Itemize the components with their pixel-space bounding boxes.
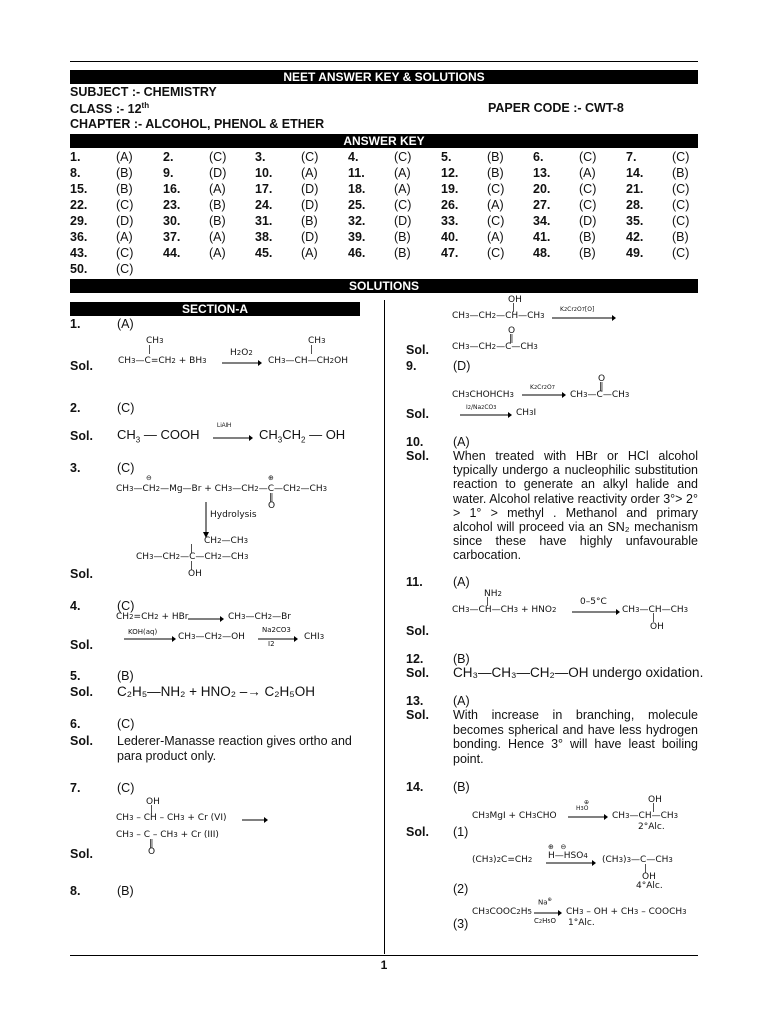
answer-key-question-number: 9. [163, 166, 174, 180]
answer-key-question-number: 4. [348, 150, 359, 164]
answer-key-question-number: 20. [533, 182, 551, 196]
q12-number: 12. [406, 652, 424, 666]
answer-key-option: (C) [116, 198, 134, 212]
answer-key-option: (B) [672, 230, 689, 244]
answer-key-question-number: 6. [533, 150, 544, 164]
answer-key-option: (D) [579, 214, 597, 228]
q14-reaction-3: Na⊕ CH3COOC2H5 C2H5O CH3 – OH + CH3 – COOCH3 1°Alc. [472, 897, 687, 928]
answer-key-question-number: 49. [626, 246, 644, 260]
answer-key-option: (C) [487, 214, 505, 228]
q11-number: 11. [406, 575, 423, 589]
answer-key-option: (A) [394, 182, 411, 196]
q13-solution: With increase in branching, molecule becomes spherical and have less hydrogen bonding. Hence 3° will have least boiling point. [453, 708, 698, 766]
answer-key-option: (B) [394, 246, 411, 260]
answer-key-question-number: 3. [255, 150, 266, 164]
q14-number: 14. [406, 780, 424, 794]
q14-4-alc: 4°Alc. [636, 881, 663, 891]
q2-answer: (C) [117, 401, 135, 415]
answer-key-table [70, 150, 698, 278]
q3-answer: (C) [117, 461, 135, 475]
answer-key-question-number: 19. [441, 182, 459, 196]
q8-reaction-image: OH | CH3—CH2—CH—CH3 K2Cr2O7[O] O ‖ CH3—CH2—C—CH3 [452, 295, 692, 355]
q13-sol-label: Sol. [406, 708, 429, 722]
q5-number: 5. [70, 669, 81, 683]
answer-key-question-number: 2. [163, 150, 174, 164]
answer-key-question-number: 23. [163, 198, 181, 212]
q9-reaction-image: CH3CHOHCH3 K2Cr2O7 O ‖ CH3—C—CH3 I2/Na2CO3 CH3I [452, 374, 630, 418]
answer-key-option: (B) [487, 166, 504, 180]
answer-key-row [70, 198, 698, 214]
q10-solution: When treated with HBr or HCl alcohol typically undergo a nucleophilic substitution reaction to generate an alkyl halide and water. Alcohol relative reactivity order 3°> 2° > 1° > methyl . Methanol and primary alcohol will proceed via an SN₂ mechanism since these have highly unfavourable carbocation. [453, 449, 698, 563]
answer-key-option: (A) [394, 166, 411, 180]
q10-sol-label: Sol. [406, 449, 429, 463]
answer-key-option: (C) [209, 150, 227, 164]
q12-sol-label: Sol. [406, 666, 429, 680]
q9-answer: (D) [453, 359, 471, 373]
answer-key-option: (B) [209, 214, 226, 228]
solutions-band: SOLUTIONS [70, 279, 698, 293]
answer-key-question-number: 1. [70, 150, 81, 164]
answer-key-option: (B) [209, 198, 226, 212]
answer-key-question-number: 31. [255, 214, 273, 228]
answer-key-option: (C) [301, 150, 319, 164]
q13-answer: (A) [453, 694, 470, 708]
answer-key-option: (C) [394, 198, 412, 212]
answer-key-question-number: 50. [70, 262, 88, 276]
answer-key-question-number: 45. [255, 246, 273, 260]
answer-key-option: (A) [209, 230, 226, 244]
answer-key-row [70, 150, 698, 166]
answer-key-question-number: 36. [70, 230, 88, 244]
answer-key-option: (C) [579, 150, 597, 164]
answer-key-option: (B) [579, 230, 596, 244]
page-number: 1 [380, 958, 388, 972]
answer-key-option: (C) [394, 150, 412, 164]
q1-answer: (A) [117, 317, 134, 331]
q14-part2: (2) [453, 882, 469, 896]
answer-key-option: (B) [394, 230, 411, 244]
answer-key-option: (B) [116, 166, 133, 180]
answer-key-option: (D) [394, 214, 412, 228]
q5-answer: (B) [117, 669, 134, 683]
answer-key-question-number: 37. [163, 230, 181, 244]
answer-key-question-number: 13. [533, 166, 551, 180]
q8-answer: (B) [117, 884, 134, 898]
q12-solution: CH₃—CH₃—CH₂—OH undergo oxidation. [453, 665, 704, 680]
q5-solution: C₂H₅—NH₂ + HNO₂ –→ C₂H₅OH [117, 684, 315, 699]
answer-key-question-number: 44. [163, 246, 181, 260]
q6-solution: Lederer-Manasse reaction gives ortho and para product only. [117, 734, 352, 763]
answer-key-option: (C) [487, 246, 505, 260]
answer-key-question-number: 47. [441, 246, 459, 260]
answer-key-option: (C) [116, 262, 134, 276]
answer-key-option: (A) [301, 246, 318, 260]
class-line: CLASS :- 12th [70, 101, 150, 117]
answer-key-option: (A) [116, 150, 133, 164]
q6-answer: (C) [117, 717, 135, 731]
answer-key-question-number: 5. [441, 150, 452, 164]
answer-key-question-number: 35. [626, 214, 644, 228]
q1-reaction-image: CH3 | CH3—C=CH2 + BH3 H2O2 CH3 | CH3—CH—CH2OH [118, 336, 348, 366]
answer-key-question-number: 38. [255, 230, 273, 244]
answer-key-option: (C) [487, 182, 505, 196]
answer-key-option: (C) [116, 246, 134, 260]
q2-reagent: LiAlH [217, 423, 232, 429]
answer-key-question-number: 15. [70, 182, 88, 196]
answer-key-question-number: 40. [441, 230, 459, 244]
q4-sol-label: Sol. [70, 638, 93, 652]
answer-key-option: (A) [301, 166, 318, 180]
q3-number: 3. [70, 461, 81, 475]
answer-key-question-number: 28. [626, 198, 644, 212]
answer-key-option: (B) [579, 246, 596, 260]
answer-key-question-number: 41. [533, 230, 551, 244]
answer-key-question-number: 39. [348, 230, 366, 244]
answer-key-option: (B) [672, 166, 689, 180]
q14-2-alc: 2°Alc. [638, 822, 665, 832]
answer-key-question-number: 8. [70, 166, 81, 180]
title-band: NEET ANSWER KEY & SOLUTIONS [70, 70, 698, 84]
answer-key-option: (A) [116, 230, 133, 244]
answer-key-question-number: 12. [441, 166, 459, 180]
q6-number: 6. [70, 717, 81, 731]
answer-key-option: (D) [301, 198, 319, 212]
q2-solution: $CH_3$ — COOH LiAlH $CH_3CH_2$ — OH [117, 423, 346, 445]
q7-reaction-image: OH | CH3 – CH – CH3 + Cr (VI) CH3 – C – CH3 + Cr (III) ‖ O [116, 797, 366, 861]
answer-key-option: (B) [116, 182, 133, 196]
answer-key-row [70, 262, 698, 278]
answer-key-question-number: 30. [163, 214, 181, 228]
answer-key-question-number: 25. [348, 198, 366, 212]
q14-part3: (3) [453, 917, 469, 931]
q7-answer: (C) [117, 781, 135, 795]
q14-reaction-2: ⊕ ⊖ (CH3)2C=CH2 H—HSO4 (CH3)3—C—CH3 | OH 4°Alc. [472, 843, 673, 891]
answer-key-question-number: 33. [441, 214, 459, 228]
answer-key-option: (C) [672, 182, 690, 196]
answer-key-question-number: 26. [441, 198, 459, 212]
answer-key-option: (D) [301, 230, 319, 244]
subject-line: SUBJECT :- CHEMISTRY [70, 85, 217, 99]
answer-key-question-number: 34. [533, 214, 551, 228]
answer-key-option: (D) [116, 214, 134, 228]
q11-sol-label: Sol. [406, 624, 429, 638]
answer-key-question-number: 48. [533, 246, 551, 260]
answer-key-question-number: 43. [70, 246, 88, 260]
answer-key-option: (C) [672, 150, 690, 164]
answer-key-option: (D) [301, 182, 319, 196]
q12-answer: (B) [453, 652, 470, 666]
q4-reaction-image: CH2=CH2 + HBr CH3—CH2—Br KOH(aq) CH3—CH2—OH Na2CO3 I2 CHI3 [116, 612, 325, 648]
q13-number: 13. [406, 694, 424, 708]
q5-sol-label: Sol. [70, 685, 93, 699]
hydrolysis-label: Hydrolysis [210, 510, 257, 520]
q3-reaction-image: ⊖ CH3—CH2—Mg—Br + CH3—CH2—C—CH2—CH3 ⊕ ‖ O Hydrolysis CH2—CH3 | CH3—CH2—C—CH2—CH3 | OH [116, 474, 328, 579]
q2-sol-label: Sol. [70, 429, 93, 443]
answer-key-question-number: 7. [626, 150, 637, 164]
q10-number: 10. [406, 435, 424, 449]
answer-key-row [70, 166, 698, 182]
q2-number: 2. [70, 401, 81, 415]
answer-key-question-number: 22. [70, 198, 88, 212]
answer-key-option: (C) [672, 198, 690, 212]
q1-sol-label: Sol. [70, 359, 93, 373]
answer-key-question-number: 16. [163, 182, 181, 196]
q14-part1: (1) [453, 825, 469, 839]
answer-key-question-number: 32. [348, 214, 366, 228]
answer-key-question-number: 24. [255, 198, 273, 212]
answer-key-option: (A) [209, 182, 226, 196]
chapter-line: CHAPTER :- ALCOHOL, PHENOL & ETHER [70, 117, 325, 131]
answer-key-option: (C) [672, 214, 690, 228]
q14-sol-label: Sol. [406, 825, 429, 839]
answer-key-row [70, 182, 698, 198]
answer-key-option: (A) [487, 230, 504, 244]
q1-number: 1. [70, 317, 81, 331]
q8-number: 8. [70, 884, 81, 898]
q3-sol-label: Sol. [70, 567, 93, 581]
answer-key-option: (A) [487, 198, 504, 212]
answer-key-option: (C) [672, 246, 690, 260]
q14-1-alc: 1°Alc. [568, 918, 595, 928]
q11-temperature: 0–5°C [580, 597, 607, 607]
section-a-heading: SECTION-A [70, 302, 360, 316]
q11-reaction-image: NH2 | CH3—CH—CH3 + HNO2 0–5°C CH3—CH—CH3 | OH [452, 589, 689, 632]
answer-key-question-number: 18. [348, 182, 366, 196]
q7-sol-label: Sol. [70, 847, 93, 861]
answer-key-option: (D) [209, 166, 227, 180]
bottom-rule [70, 955, 698, 956]
q4-answer: (C) [117, 599, 135, 613]
answer-key-question-number: 21. [626, 182, 644, 196]
answer-key-option: (C) [579, 182, 597, 196]
answer-key-option: (C) [579, 198, 597, 212]
paper-code: PAPER CODE :- CWT-8 [488, 101, 624, 115]
answer-key-row [70, 246, 698, 262]
answer-key-question-number: 27. [533, 198, 551, 212]
q7-number: 7. [70, 781, 81, 795]
q9-number: 9. [406, 359, 417, 373]
answer-key-option: (B) [487, 150, 504, 164]
answer-key-question-number: 11. [348, 166, 365, 180]
top-rule [70, 61, 698, 62]
column-divider [384, 300, 385, 954]
q11-answer: (A) [453, 575, 470, 589]
q8-sol-label: Sol. [406, 343, 429, 357]
answer-key-band: ANSWER KEY [70, 134, 698, 148]
q4-number: 4. [70, 599, 81, 613]
answer-key-option: (A) [579, 166, 596, 180]
q10-answer: (A) [453, 435, 470, 449]
answer-key-option: (A) [209, 246, 226, 260]
answer-key-row [70, 214, 698, 230]
answer-key-question-number: 17. [255, 182, 273, 196]
answer-key-question-number: 29. [70, 214, 88, 228]
answer-key-option: (B) [301, 214, 318, 228]
answer-key-question-number: 10. [255, 166, 273, 180]
answer-key-question-number: 46. [348, 246, 366, 260]
answer-key-question-number: 14. [626, 166, 644, 180]
answer-key-question-number: 42. [626, 230, 644, 244]
answer-key-row [70, 230, 698, 246]
q6-sol-label: Sol. [70, 734, 93, 748]
q14-answer: (B) [453, 780, 470, 794]
q9-sol-label: Sol. [406, 407, 429, 421]
q14-reaction-1: OH | CH3MgI + CH3CHO ⊕ H3O CH3—CH—CH3 2°Alc. [472, 795, 679, 832]
